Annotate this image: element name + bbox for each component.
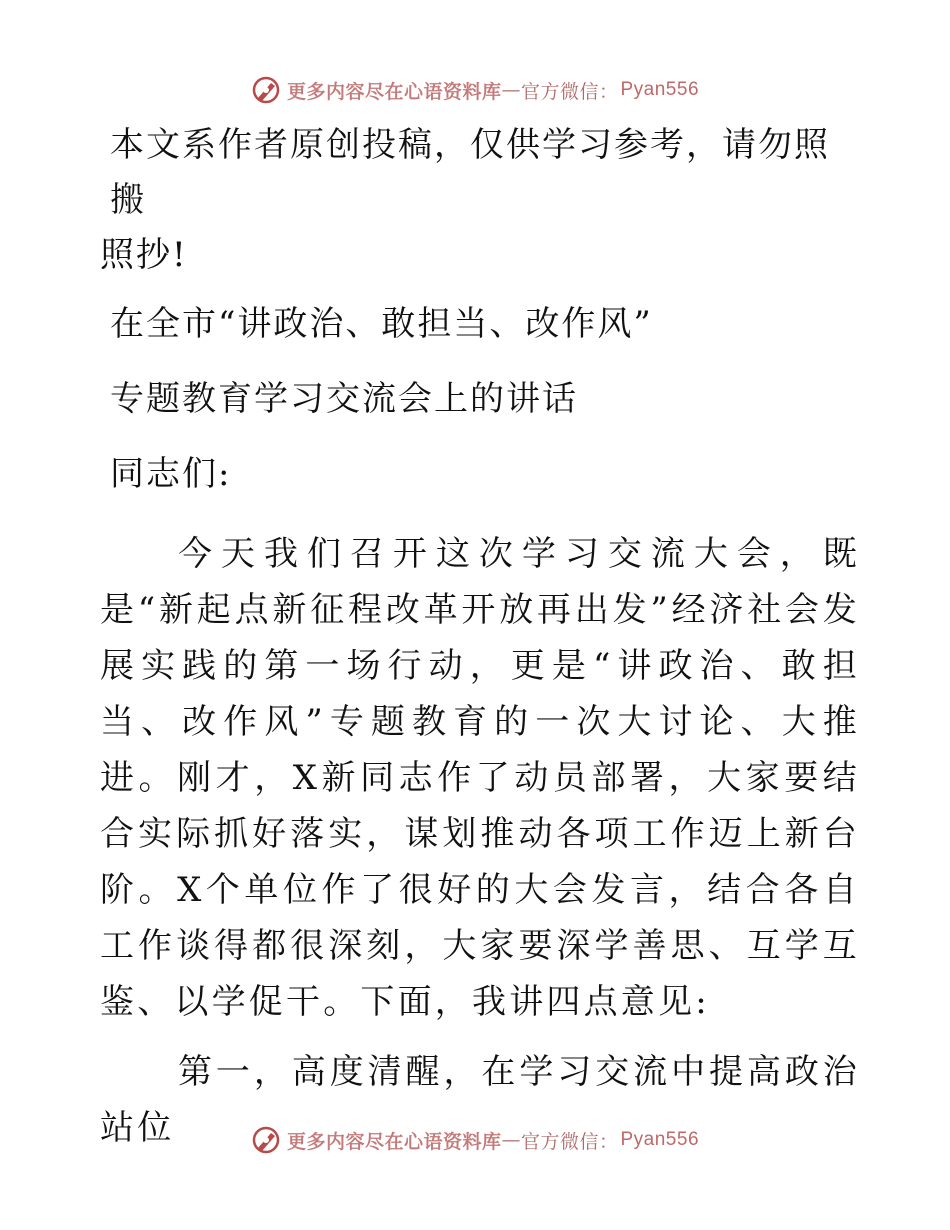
header-banner (0, 70, 950, 110)
pen-logo-icon (251, 75, 281, 105)
document-body (100, 118, 860, 1156)
footer-banner (0, 1120, 950, 1160)
banner-main-text: 更多内容尽在心语资料库 (286, 80, 502, 103)
greeting: 同志们: (110, 454, 232, 494)
banner-dash: — (501, 1129, 521, 1151)
banner-wechat-label: 官方微信： (520, 1130, 619, 1153)
banner-wechat-label: 官方微信： (520, 80, 619, 103)
title-line-1: 在全市“讲政治、敢担当、改作风” (110, 304, 653, 344)
pen-logo-icon (251, 1125, 281, 1155)
notice-line-2: 照抄! (100, 235, 188, 275)
title-line-2: 专题教育学习交流会上的讲话 (110, 379, 578, 419)
banner-wechat-id: Pyan556 (620, 1129, 700, 1150)
banner-main-text: 更多内容尽在心语资料库 (286, 1130, 502, 1153)
banner-wechat-id: Pyan556 (620, 79, 700, 100)
banner-dash: — (501, 79, 521, 101)
paragraph-2: 第一，高度清醒，在学习交流中提高政治站位 (100, 1052, 860, 1148)
paragraph-1: 今天我们召开这次学习交流大会，既是“新起点新征程改革开放再出发”经济社会发展实践的第一场行动，更是“讲政治、敢担当、改作风”专题教育的一次大讨论、大推进。刚才，X新同志作了动员部署，大家要结合实际抓好落实，谋划推动各项工作迈上新台阶。X个单位作了很好的大会发言，结合各自工作谈得都很深刻，大家要深学善思、互学互鉴、以学促干。下面，我讲四点意见: (100, 534, 860, 1022)
notice-line-1: 本文系作者原创投稿，仅供学习参考，请勿照搬 (110, 125, 830, 220)
